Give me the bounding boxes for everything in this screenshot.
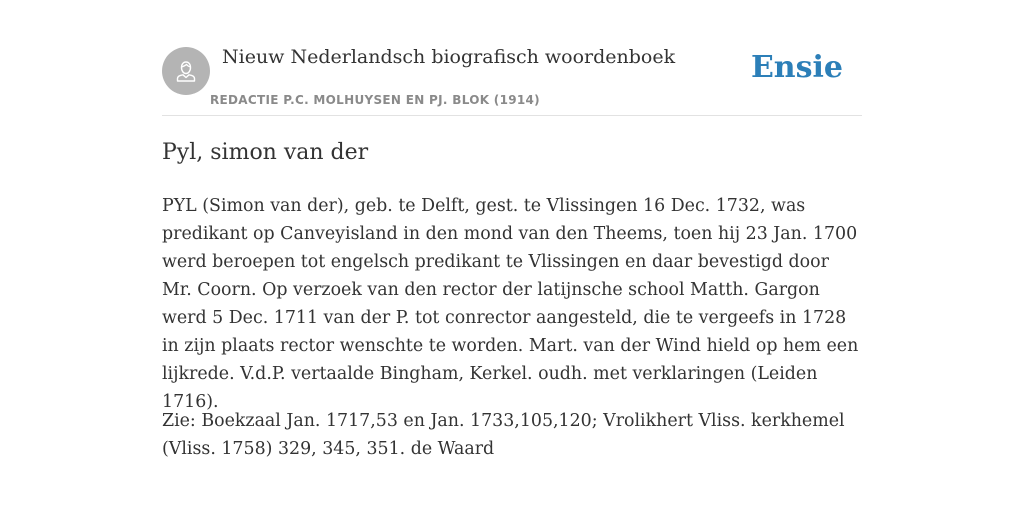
entry-references: Zie: Boekzaal Jan. 1717,53 en Jan. 1733,105,120; Vrolikhert Vliss. kerkhemel (Vliss. 1758) 329, 345, 351. de Waard	[162, 411, 845, 459]
entry-body: PYL (Simon van der), geb. te Delft, gest. te Vlissingen 16 Dec. 1732, was predikant op Canveyisland in den mond van den Theems, toen hij 23 Jan. 1700 werd beroepen tot engelsch predikant te Vlissingen en daar bevestigd door Mr. Coorn. Op verzoek van den rector der latijnsche school Matth. Gargon werd 5 Dec. 1711 van der P. tot conrector aangesteld, die te vergeefs in 1728 in zijn plaats rector wenschte te worden. Mart. van der Wind hield op hem een lijkrede. V.d.P. vertaalde Bingham, Kerkel. oudh. met verklaringen (Leiden 1716).	[162, 196, 859, 412]
source-header	[162, 0, 862, 116]
book-editor: REDACTIE P.C. MOLHUYSEN EN PJ. BLOK (1914)	[210, 93, 540, 107]
user-avatar-icon[interactable]	[162, 47, 210, 95]
entry-title: Pyl, simon van der	[162, 140, 369, 165]
person-outline-icon	[171, 56, 201, 86]
ensie-logo[interactable]: Ensie	[750, 50, 843, 85]
book-title[interactable]: Nieuw Nederlandsch biografisch woordenboek	[222, 46, 676, 68]
page-container	[162, 0, 862, 459]
